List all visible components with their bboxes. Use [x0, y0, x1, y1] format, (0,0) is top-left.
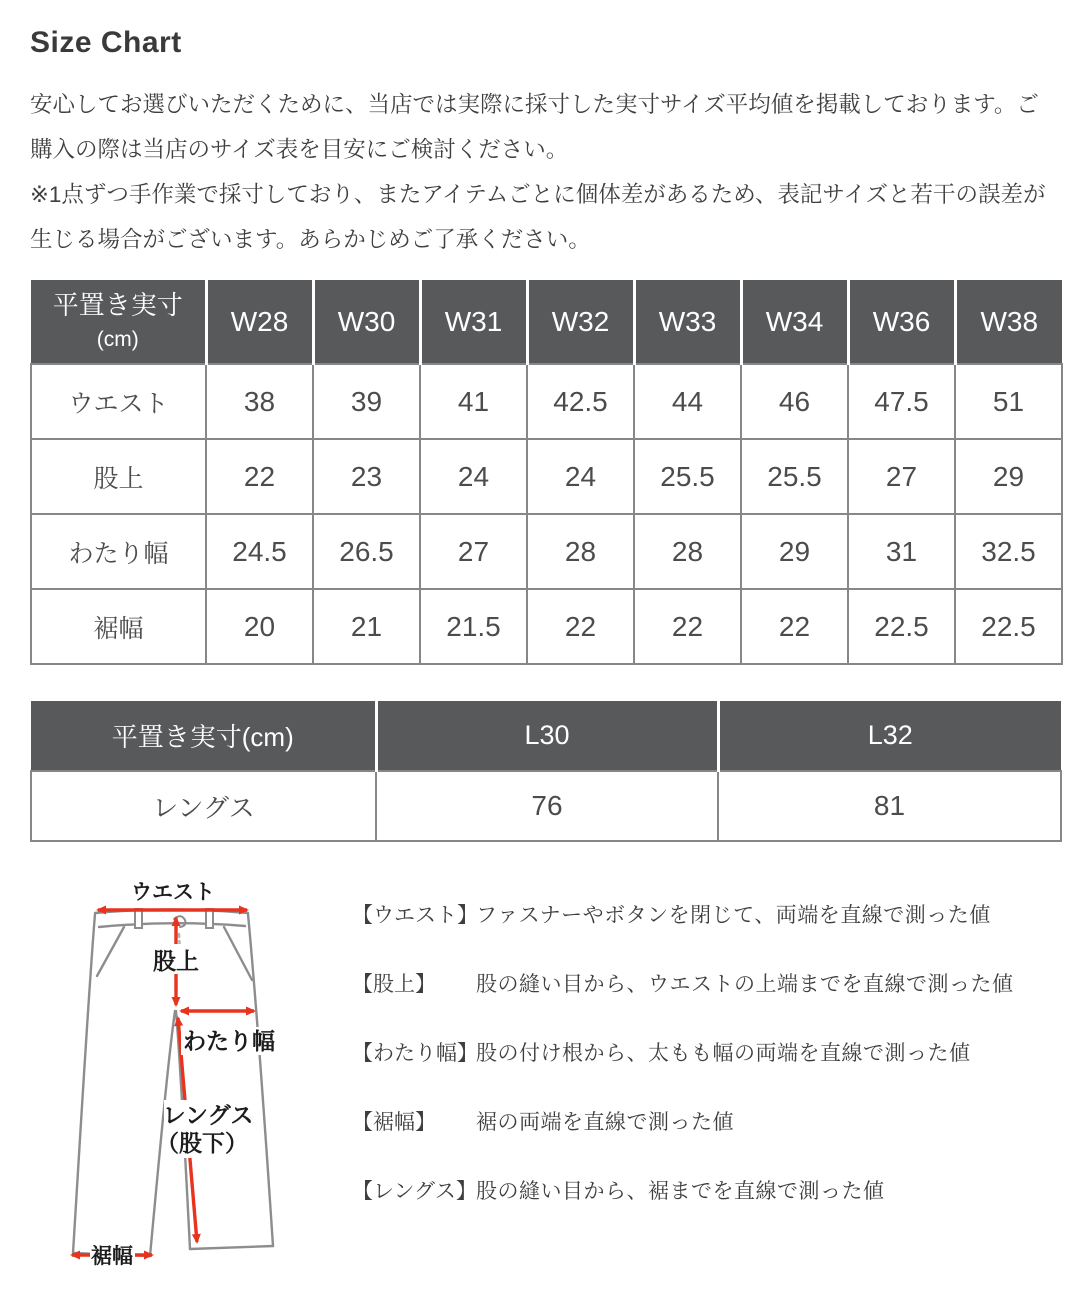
thigh-w33: 28	[634, 514, 741, 589]
thigh-w34: 29	[741, 514, 848, 589]
definition-term: 【ウエスト】	[352, 904, 478, 927]
length-table-header-row	[31, 701, 1061, 771]
length-size-table	[30, 701, 1062, 842]
rise-w33: 25.5	[634, 439, 741, 514]
waist-label: ウエスト	[131, 881, 215, 904]
hem-w34: 22	[741, 589, 848, 664]
hem-w31: 21.5	[420, 589, 527, 664]
measurement-definitions	[352, 880, 1058, 1249]
left-pocket-line	[97, 927, 124, 976]
waist-w38: 51	[955, 364, 1062, 439]
waist-w28: 38	[206, 364, 313, 439]
col-header-w38: W38	[955, 280, 1062, 364]
col-header-w28: W28	[206, 280, 313, 364]
pants-diagram-wrap	[30, 880, 352, 1285]
length-label-line1: レングス	[162, 1102, 254, 1128]
note-text: ※1点ずつ手作業で採寸しており、またアイテムごとに個体差があるため、表記サイズと若干の誤差が生じる場合がございます。あらかじめご了承ください。	[30, 182, 1046, 252]
hem-w28: 20	[206, 589, 313, 664]
length-label-line2: （股下）	[156, 1130, 248, 1156]
table-row-rise	[31, 439, 1062, 514]
col-header-w34: W34	[741, 280, 848, 364]
definition-description: 股の縫い目から、ウエストの上端までを直線で測った値	[476, 973, 1014, 996]
definition-waist	[352, 904, 1058, 928]
definition-term: 【股上】	[352, 973, 436, 996]
belt-loop-right	[206, 909, 213, 928]
definition-thigh	[352, 1042, 1058, 1066]
page-title: Size Chart	[30, 26, 182, 59]
belt-loop-left	[135, 909, 142, 928]
rise-w32: 24	[527, 439, 634, 514]
hem-w33: 22	[634, 589, 741, 664]
row-label-length: レングス	[31, 771, 376, 841]
hem-w38: 22.5	[955, 589, 1062, 664]
col-header-l32: L32	[718, 701, 1061, 771]
intro-paragraph	[30, 82, 1054, 262]
row-label-thigh: わたり幅	[31, 514, 206, 589]
corner-unit: (cm)	[96, 327, 139, 351]
hem-label: 裾幅	[91, 1245, 133, 1268]
definition-hem	[352, 1111, 1058, 1135]
definition-description: 股の付け根から、太もも幅の両端を直線で測った値	[476, 1042, 971, 1065]
right-pocket-line	[224, 927, 252, 980]
waist-w31: 41	[420, 364, 527, 439]
definition-description: ファスナーやボタンを閉じて、両端を直線で測った値	[476, 904, 991, 927]
measurement-guide-section	[30, 880, 1058, 1285]
pants-measurement-diagram	[40, 880, 340, 1280]
row-label-waist: ウエスト	[31, 364, 206, 439]
rise-w38: 29	[955, 439, 1062, 514]
table-row-waist	[31, 364, 1062, 439]
thigh-w36: 31	[848, 514, 955, 589]
definition-rise	[352, 973, 1058, 997]
waist-w36: 47.5	[848, 364, 955, 439]
intro-text: 安心してお選びいただくために、当店では実際に採寸した実寸サイズ平均値を掲載しております。ご購入の際は当店のサイズ表を目安にご検討ください。	[30, 92, 1039, 162]
definition-length	[352, 1180, 1058, 1204]
rise-label: 股上	[153, 948, 199, 974]
length-l30: 76	[376, 771, 718, 841]
length-l32: 81	[718, 771, 1061, 841]
rise-w31: 24	[420, 439, 527, 514]
thigh-w38: 32.5	[955, 514, 1062, 589]
definition-description: 裾の両端を直線で測った値	[476, 1111, 734, 1134]
row-label-rise: 股上	[31, 439, 206, 514]
col-header-w32: W32	[527, 280, 634, 364]
thigh-label: わたり幅	[183, 1028, 275, 1054]
definition-term: 【裾幅】	[352, 1111, 436, 1134]
col-header-w31: W31	[420, 280, 527, 364]
length-table-corner-cell: 平置き実寸(cm)	[31, 701, 376, 771]
definition-term: 【レングス】	[352, 1180, 477, 1203]
table-row-length	[31, 771, 1061, 841]
waist-w32: 42.5	[527, 364, 634, 439]
col-header-w33: W33	[634, 280, 741, 364]
rise-w36: 27	[848, 439, 955, 514]
thigh-w28: 24.5	[206, 514, 313, 589]
hem-w32: 22	[527, 589, 634, 664]
width-table-corner-cell	[31, 280, 206, 364]
table-row-hem	[31, 589, 1062, 664]
width-table-header-row	[31, 280, 1062, 364]
width-size-table	[30, 280, 1063, 665]
waist-w33: 44	[634, 364, 741, 439]
rise-w30: 23	[313, 439, 420, 514]
definition-description: 股の縫い目から、裾までを直線で測った値	[476, 1180, 885, 1203]
waist-w34: 46	[741, 364, 848, 439]
definition-term: 【わたり幅】	[352, 1042, 478, 1065]
rise-w34: 25.5	[741, 439, 848, 514]
col-header-l30: L30	[376, 701, 718, 771]
hem-w30: 21	[313, 589, 420, 664]
thigh-w31: 27	[420, 514, 527, 589]
thigh-w32: 28	[527, 514, 634, 589]
waist-w30: 39	[313, 364, 420, 439]
hem-w36: 22.5	[848, 589, 955, 664]
col-header-w30: W30	[313, 280, 420, 364]
corner-label: 平置き実寸	[52, 290, 183, 321]
col-header-w36: W36	[848, 280, 955, 364]
rise-w28: 22	[206, 439, 313, 514]
table-row-thigh	[31, 514, 1062, 589]
row-label-hem: 裾幅	[31, 589, 206, 664]
thigh-w30: 26.5	[313, 514, 420, 589]
